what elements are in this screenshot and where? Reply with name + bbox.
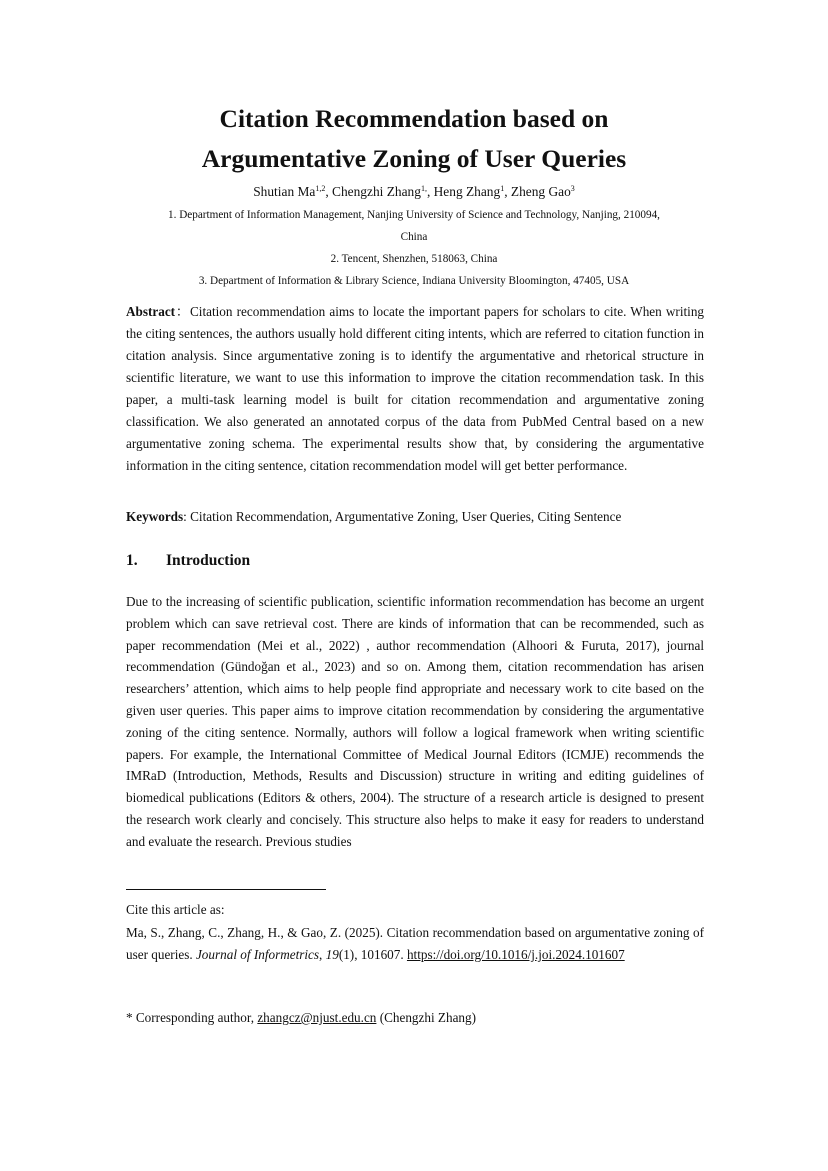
footnote-divider	[126, 889, 326, 890]
paper-title	[0, 99, 828, 179]
keywords	[126, 506, 704, 528]
title-line-2: Argumentative Zoning of User Queries	[201, 144, 627, 173]
abstract-separator: ：	[175, 304, 190, 319]
affiliation-1-line-2: China	[400, 231, 428, 243]
citation-label: Cite this article as:	[126, 902, 225, 917]
author-1-affiliation: 1,2	[315, 184, 326, 193]
citation-volume: 19	[325, 947, 339, 962]
author-4: Zheng Gao	[510, 184, 571, 199]
citation-text	[126, 922, 704, 966]
section-number: 1.	[126, 552, 138, 569]
citation-issue-pages: (1), 101607.	[338, 947, 407, 962]
abstract	[126, 301, 704, 477]
author-3-affiliation: 1	[500, 184, 505, 193]
keywords-text: : Citation Recommendation, Argumentative Zoning, User Queries, Citing Sentence	[183, 509, 622, 524]
corresponding-author-note	[126, 1010, 476, 1026]
affiliation-3: 3. Department of Information & Library Science, Indiana University Bloomington, 47405, USA	[198, 275, 630, 287]
citation-comma: ,	[319, 947, 326, 962]
doi-link[interactable]: https://doi.org/10.1016/j.joi.2024.101607	[406, 947, 625, 962]
intro-paragraph: Due to the increasing of scientific publication, scientific information recommendation has become an urgent problem which can save retrieval cost. There are kinds of information that can be recommended, such as paper recommendation (Mei et al., 2022) , author recommendation (Alhoori & Furuta, 2017), journal recommendation (Gündoğan et al., 2023) and so on. Among them, citation recommendation has arisen researchers’ attention, which aims to help people find appropriate and necessary work to cite based on the given user queries. This paper aims to improve citation recommendation by considering the argumentative zoning of the citing sentence. Normally, authors will follow a logical framework when writing scientific papers. For example, the International Committee of Medical Journal Editors (ICMJE) recommends the IMRaD (Introduction, Methods, Results and Discussion) structure in writing and editing guidelines of biomedical publications (Editors & others, 2004). The structure of a research article is designed to present the research work clearly and concisely. This structure also helps to make it easy for readers to understand and evaluate the research. Previous studies	[126, 594, 704, 849]
author-2-affiliation: 1,	[420, 184, 427, 193]
author-2: Chengzhi Zhang	[332, 184, 421, 199]
corresponding-email-link[interactable]: zhangcz@njust.edu.cn	[257, 1010, 377, 1025]
author-4-affiliation: 3	[570, 184, 575, 193]
affiliation-1-line-1: 1. Department of Information Management, Nanjing University of Science and Technology, Nanjing, 210094,	[168, 209, 660, 221]
affiliation-2: 2. Tencent, Shenzhen, 518063, China	[330, 253, 498, 265]
section-title: Introduction	[166, 552, 251, 569]
author-3: Heng Zhang	[433, 184, 501, 199]
citation-reference: Ma, S., Zhang, C., Zhang, H., & Gao, Z. (2025). Citation recommendation based on argumentative zoning of user queries.	[126, 925, 704, 962]
section-heading	[126, 552, 250, 570]
corresponding-suffix: (Chengzhi Zhang)	[376, 1010, 477, 1025]
abstract-label: Abstract	[126, 304, 176, 319]
title-line-1: Citation Recommendation based on	[219, 104, 609, 133]
author-list: Shutian Ma$^{1,2}$, Chengzhi Zhang$^{1,}$, Heng Zhang$^1$, Zheng Gao$^3$	[253, 184, 575, 199]
keywords-label: Keywords	[126, 509, 184, 524]
author-1: Shutian Ma	[253, 184, 316, 199]
corresponding-prefix: * Corresponding author,	[126, 1010, 258, 1025]
citation-journal: Journal of Informetrics	[195, 947, 320, 962]
abstract-text: Citation recommendation aims to locate the important papers for scholars to cite. When writing the citing sentences, the authors usually hold different citing intents, which are referred to citation function in citation analysis. Since argumentative zoning is to identify the argumentative and rhetorical structure in scientific literature, we want to use this information to improve the citation recommendation task. In this paper, a multi-task learning model is built for citation recommendation and argumentative zoning classification. We also generated an annotated corpus of the data from PubMed Central based on a new argumentative zoning schema. The experimental results show that, by considering the argumentative information in the citing sentence, citation recommendation model will get better performance.	[126, 304, 705, 473]
